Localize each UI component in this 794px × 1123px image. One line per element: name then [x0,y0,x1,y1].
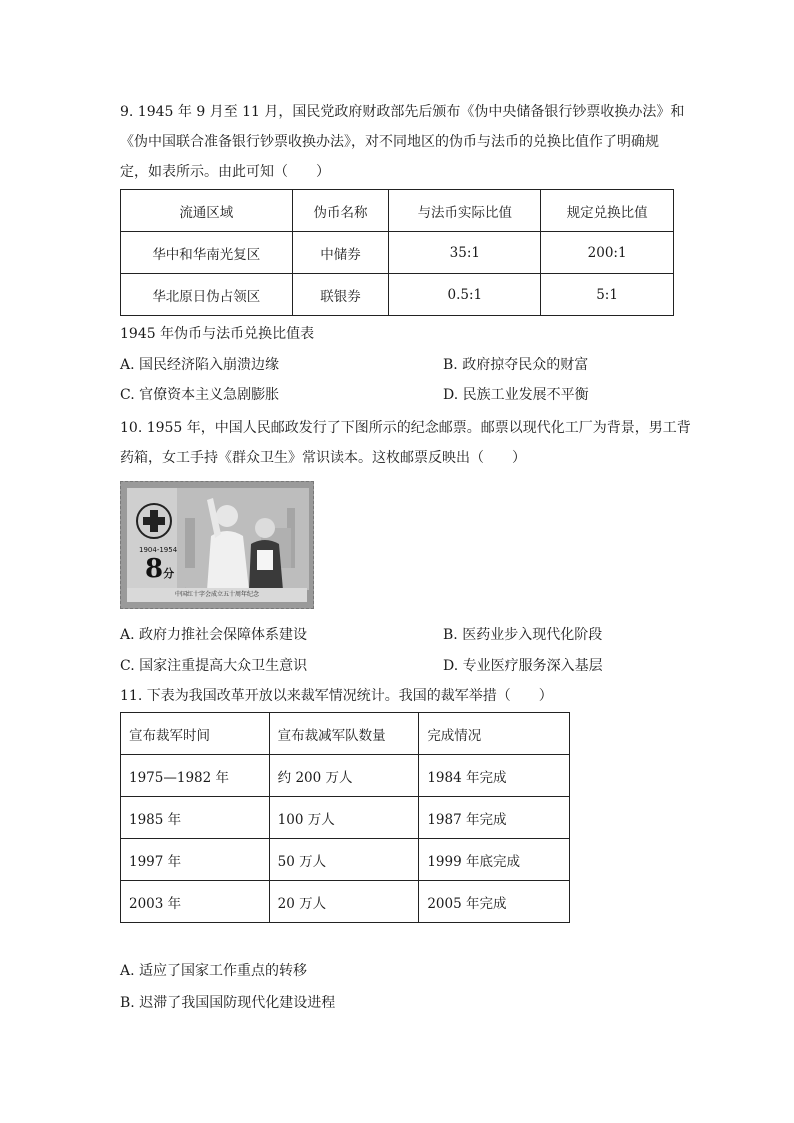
commemorative-stamp-image [120,481,314,609]
table-cell: 约 200 万人 [269,755,419,797]
q9-stem-line-2: 《伪中国联合准备银行钞票收换办法》，对不同地区的伪币与法币的兑换比值作了明确规 [120,134,659,150]
table-cell: 1984 年完成 [419,755,570,797]
exchange-ratio-table [120,189,674,316]
q11-option-a[interactable]: A. 适应了国家工作重点的转移 [120,963,308,979]
table-header-cell: 与法币实际比值 [389,190,541,232]
table-cell: 1975—1982 年 [121,755,270,797]
q10-option-b[interactable]: B. 医药业步入现代化阶段 [443,627,603,643]
table-row [121,797,570,839]
q11-stem: 11. 下表为我国改革开放以来裁军情况统计。我国的裁军举措（ ） [120,688,553,704]
table-header-row [121,190,674,232]
q9-stem-line-3: 定，如表所示。由此可知（ ） [120,164,330,180]
table-cell: 200:1 [541,232,674,274]
table-cell: 2005 年完成 [419,881,570,923]
q10-option-a[interactable]: A. 政府力推社会保障体系建设 [120,627,308,643]
stamp-value-number: 8 [145,554,164,584]
table-header-row [121,713,570,755]
table-cell: 2003 年 [121,881,270,923]
table-cell: 1985 年 [121,797,270,839]
table-cell: 5:1 [541,274,674,316]
table-caption: 1945 年伪币与法币兑换比值表 [120,326,315,342]
disarmament-table [120,712,570,923]
q11-option-b[interactable]: B. 迟滞了我国国防现代化建设进程 [120,995,336,1011]
table-cell: 50 万人 [269,839,419,881]
table-header-cell: 规定兑换比值 [541,190,674,232]
table-cell: 华北原日伪占领区 [121,274,293,316]
table-cell: 中储券 [292,232,389,274]
table-row [121,274,674,316]
table-cell: 20 万人 [269,881,419,923]
q9-option-a[interactable]: A. 国民经济陷入崩溃边缘 [120,357,280,373]
table-header-cell: 宣布裁减军队数量 [269,713,419,755]
table-row [121,839,570,881]
q10-stem-line-1: 10. 1955 年，中国人民邮政发行了下图所示的纪念邮票。邮票以现代化工厂为背景，男工背 [120,420,691,436]
table-header-cell: 伪币名称 [292,190,389,232]
workers-illustration [177,488,309,590]
table-row [121,755,570,797]
table-cell: 0.5:1 [389,274,541,316]
table-cell: 联银券 [292,274,389,316]
q10-option-d[interactable]: D. 专业医疗服务深入基层 [443,658,603,674]
stamp-face-value [145,554,174,584]
table-cell: 1999 年底完成 [419,839,570,881]
table-cell: 1987 年完成 [419,797,570,839]
q9-option-d[interactable]: D. 民族工业发展不平衡 [443,387,589,403]
stamp-years: 1904-1954 [139,546,178,554]
red-cross-emblem-icon [135,502,173,540]
q9-stem-line-1: 9. 1945 年 9 月至 11 月，国民党政府财政部先后颁布《伪中央储备银行钞票收换办法》和 [120,104,685,120]
table-header-cell: 宣布裁军时间 [121,713,270,755]
table-cell: 1997 年 [121,839,270,881]
q10-stem-line-2: 药箱，女工手持《群众卫生》常识读本。这枚邮票反映出（ ） [120,450,526,466]
table-row [121,232,674,274]
q10-option-c[interactable]: C. 国家注重提高大众卫生意识 [120,658,308,674]
stamp-value-unit: 分 [163,567,175,580]
table-cell: 35:1 [389,232,541,274]
q9-option-c[interactable]: C. 官僚资本主义急剧膨胀 [120,387,280,403]
table-header-cell: 完成情况 [419,713,570,755]
stamp-inscription: 中国红十字会成立五十周年纪念 [127,588,307,602]
table-cell: 华中和华南光复区 [121,232,293,274]
table-header-cell: 流通区域 [121,190,293,232]
q9-option-b[interactable]: B. 政府掠夺民众的财富 [443,357,589,373]
table-row [121,881,570,923]
table-cell: 100 万人 [269,797,419,839]
